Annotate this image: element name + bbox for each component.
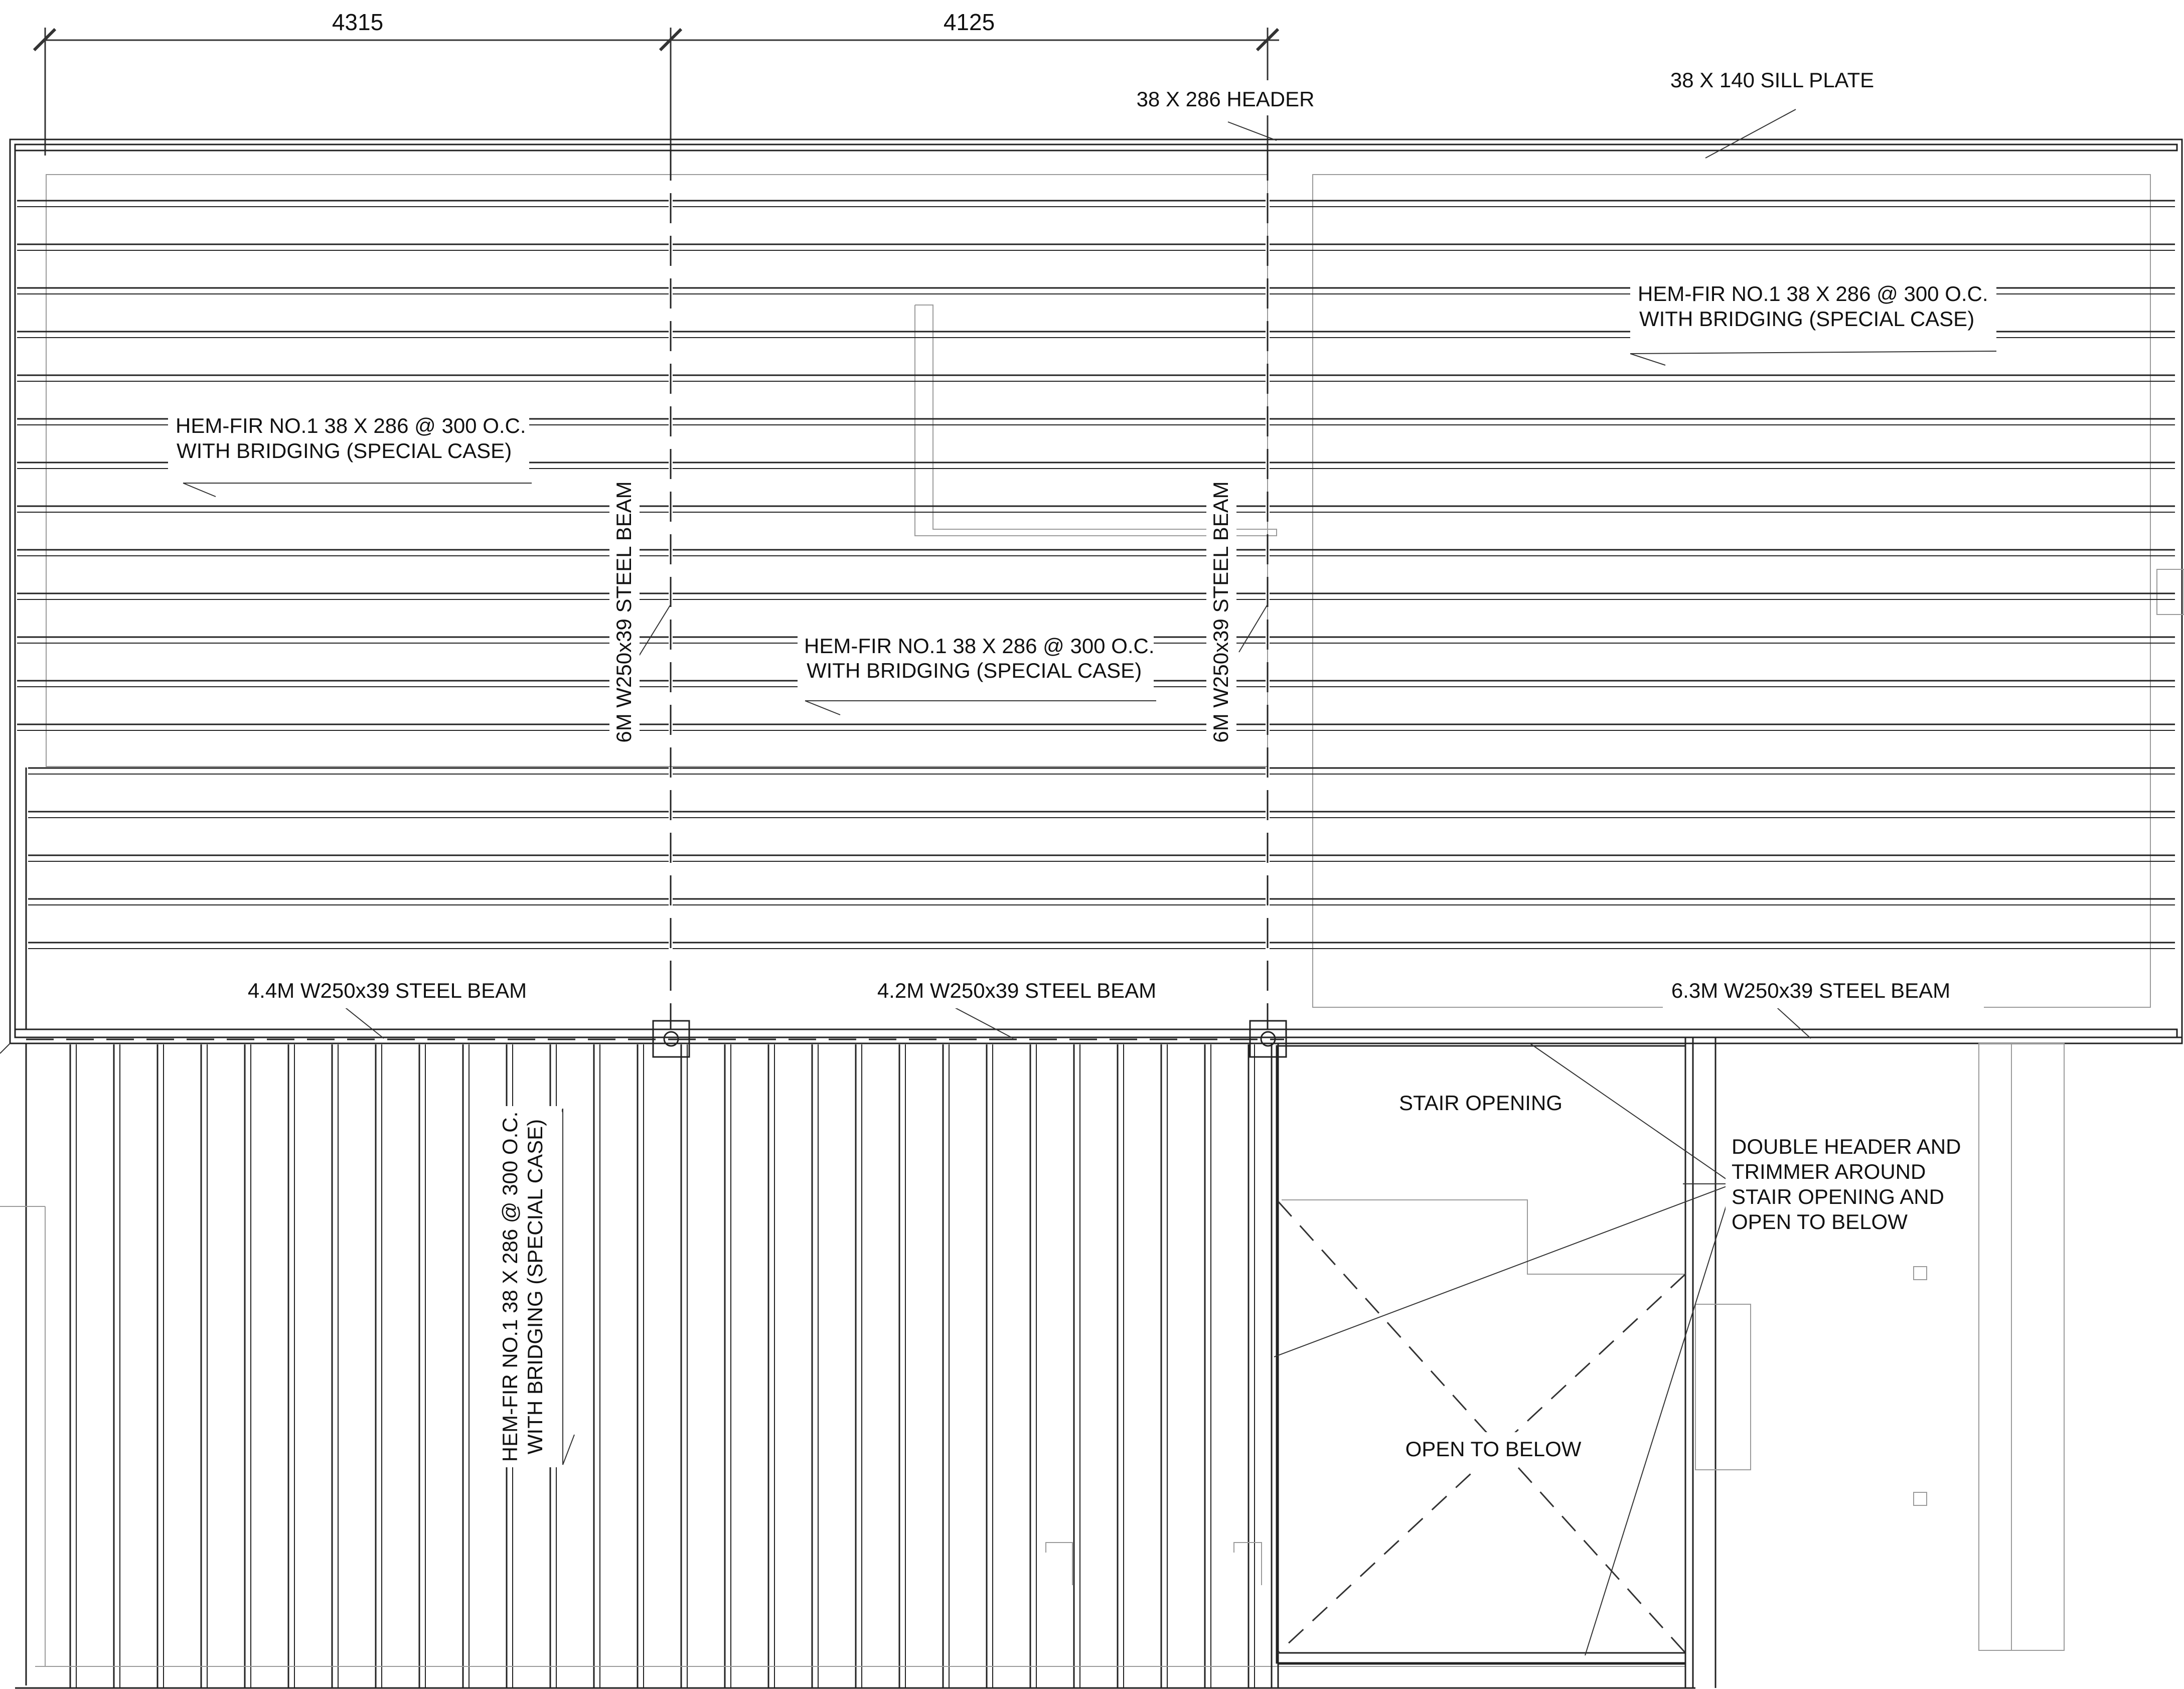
sill-plate-label: 38 X 140 SILL PLATE bbox=[1670, 68, 1875, 92]
open-to-below-label: OPEN TO BELOW bbox=[1405, 1437, 1582, 1461]
beam-vertical-2-label: 6M W250x39 STEEL BEAM bbox=[1209, 481, 1232, 743]
joist-spec-left-line1: HEM-FIR NO.1 38 X 286 @ 300 O.C. bbox=[176, 414, 526, 437]
beam-horizontal-3-label: 6.3M W250x39 STEEL BEAM bbox=[1671, 979, 1951, 1002]
beam-vertical-1-label: 6M W250x39 STEEL BEAM bbox=[612, 481, 636, 743]
beam-horizontal-1-label: 4.4M W250x39 STEEL BEAM bbox=[247, 979, 527, 1002]
double-header-note-line1: DOUBLE HEADER AND bbox=[1732, 1135, 1961, 1158]
joist-spec-center-line1: HEM-FIR NO.1 38 X 286 @ 300 O.C. bbox=[804, 634, 1155, 658]
joist-spec-lower-line2: WITH BRIDGING (SPECIAL CASE) bbox=[523, 1119, 547, 1455]
double-header-note-line3: STAIR OPENING AND bbox=[1732, 1185, 1944, 1208]
joist-spec-lower-line1: HEM-FIR NO.1 38 X 286 @ 300 O.C. bbox=[498, 1111, 522, 1462]
joist-spec-center-line2: WITH BRIDGING (SPECIAL CASE) bbox=[807, 659, 1142, 682]
dimension-1: 4315 bbox=[332, 9, 384, 35]
double-header-note-line4: OPEN TO BELOW bbox=[1732, 1210, 1908, 1234]
joist-spec-right-line2: WITH BRIDGING (SPECIAL CASE) bbox=[1639, 307, 1975, 331]
joist-spec-left-line2: WITH BRIDGING (SPECIAL CASE) bbox=[177, 439, 512, 463]
double-header-note-line2: TRIMMER AROUND bbox=[1732, 1160, 1926, 1183]
dimension-2: 4125 bbox=[943, 9, 995, 35]
header-label: 38 X 286 HEADER bbox=[1136, 87, 1315, 111]
beam-horizontal-2-label: 4.2M W250x39 STEEL BEAM bbox=[877, 979, 1157, 1002]
joist-spec-right-line1: HEM-FIR NO.1 38 X 286 @ 300 O.C. bbox=[1638, 282, 1988, 305]
stair-opening-label: STAIR OPENING bbox=[1399, 1091, 1563, 1115]
